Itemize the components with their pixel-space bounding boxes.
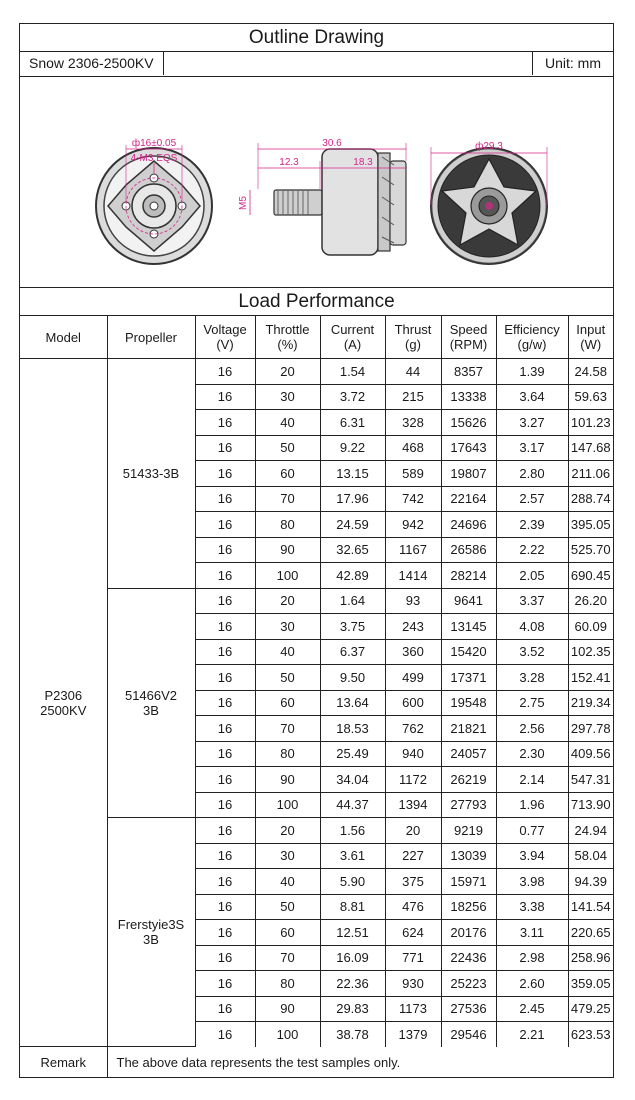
- table-header-row: [20, 316, 613, 359]
- table-cell: 19548: [441, 690, 496, 716]
- table-cell: 16: [195, 1022, 255, 1047]
- table-cell: 50: [255, 894, 320, 920]
- table-cell: 2.39: [496, 512, 568, 538]
- table-cell: 328: [385, 410, 441, 436]
- remark-text: The above data represents the test samples only.: [107, 1047, 613, 1078]
- table-cell: 16: [195, 818, 255, 844]
- table-cell: 20: [255, 588, 320, 614]
- table-cell: 21821: [441, 716, 496, 742]
- body-length-dim: 18.3: [353, 157, 373, 168]
- table-cell: 409.56: [568, 741, 613, 767]
- table-cell: 12.51: [320, 920, 385, 946]
- table-cell: 4.08: [496, 614, 568, 640]
- remark-row: [20, 1047, 613, 1078]
- table-cell: 16: [195, 741, 255, 767]
- table-cell: 9.50: [320, 665, 385, 691]
- table-cell: 141.54: [568, 894, 613, 920]
- header-input: Input (W): [568, 316, 613, 359]
- table-cell: 2.05: [496, 563, 568, 589]
- table-cell: 2.21: [496, 1022, 568, 1047]
- header-current: Current (A): [320, 316, 385, 359]
- table-cell: 16: [195, 869, 255, 895]
- table-cell: 20: [255, 818, 320, 844]
- table-cell: 2.75: [496, 690, 568, 716]
- table-cell: 13.64: [320, 690, 385, 716]
- bolt-circle-dim: ф16±0.05: [131, 138, 177, 149]
- table-cell: 3.52: [496, 639, 568, 665]
- table-cell: 0.77: [496, 818, 568, 844]
- table-cell: 70: [255, 716, 320, 742]
- header-model: Model: [20, 316, 107, 359]
- table-cell: 16.09: [320, 945, 385, 971]
- table-cell: 547.31: [568, 767, 613, 793]
- table-cell: 59.63: [568, 384, 613, 410]
- table-cell: 2.14: [496, 767, 568, 793]
- table-cell: 80: [255, 971, 320, 997]
- table-cell: 24.58: [568, 359, 613, 385]
- table-cell: 26219: [441, 767, 496, 793]
- table-cell: 3.27: [496, 410, 568, 436]
- header-thrust: Thrust (g): [385, 316, 441, 359]
- table-cell: 60: [255, 690, 320, 716]
- table-cell: 25.49: [320, 741, 385, 767]
- table-cell: 690.45: [568, 563, 613, 589]
- table-cell: 479.25: [568, 996, 613, 1022]
- table-cell: 26586: [441, 537, 496, 563]
- table-cell: 1379: [385, 1022, 441, 1047]
- table-cell: 624: [385, 920, 441, 946]
- table-cell: 44.37: [320, 792, 385, 818]
- performance-title: Load Performance: [20, 288, 613, 316]
- table-cell: 100: [255, 792, 320, 818]
- table-cell: 6.37: [320, 639, 385, 665]
- table-cell: 16: [195, 996, 255, 1022]
- table-cell: 30: [255, 384, 320, 410]
- table-cell: 17371: [441, 665, 496, 691]
- motor-model-name: Snow 2306-2500KV: [20, 52, 164, 75]
- table-cell: 22164: [441, 486, 496, 512]
- table-cell: 38.78: [320, 1022, 385, 1047]
- table-cell: 20: [255, 359, 320, 385]
- table-cell: 3.37: [496, 588, 568, 614]
- table-cell: 942: [385, 512, 441, 538]
- table-cell: 219.34: [568, 690, 613, 716]
- table-cell: 375: [385, 869, 441, 895]
- header-voltage: Voltage (V): [195, 316, 255, 359]
- table-cell: 60.09: [568, 614, 613, 640]
- shaft-length-dim: 12.3: [279, 157, 299, 168]
- table-cell: 16: [195, 843, 255, 869]
- table-cell: 58.04: [568, 843, 613, 869]
- table-cell: 18256: [441, 894, 496, 920]
- table-cell: 771: [385, 945, 441, 971]
- table-cell: 101.23: [568, 410, 613, 436]
- table-cell: 80: [255, 512, 320, 538]
- diameter-dim: ф29.3: [475, 141, 503, 152]
- table-cell: 1.96: [496, 792, 568, 818]
- table-cell: 147.68: [568, 435, 613, 461]
- table-cell: 15420: [441, 639, 496, 665]
- screw-dim: 4-M3 EQS: [130, 153, 178, 164]
- table-cell: 26.20: [568, 588, 613, 614]
- table-cell: 16: [195, 945, 255, 971]
- table-cell: 258.96: [568, 945, 613, 971]
- table-cell: 18.53: [320, 716, 385, 742]
- table-cell: 19807: [441, 461, 496, 487]
- table-cell: 40: [255, 639, 320, 665]
- table-cell: 50: [255, 665, 320, 691]
- shaft-thread-dim: M5: [238, 196, 249, 210]
- table-cell: 70: [255, 486, 320, 512]
- table-cell: 9.22: [320, 435, 385, 461]
- table-row: [20, 359, 613, 385]
- table-cell: 152.41: [568, 665, 613, 691]
- propeller-cell: 51433-3B: [107, 359, 195, 589]
- table-row: [20, 818, 613, 844]
- table-cell: 20176: [441, 920, 496, 946]
- table-cell: 16: [195, 512, 255, 538]
- table-cell: 16: [195, 435, 255, 461]
- table-cell: 8357: [441, 359, 496, 385]
- table-cell: 27793: [441, 792, 496, 818]
- table-cell: 24.94: [568, 818, 613, 844]
- table-cell: 2.56: [496, 716, 568, 742]
- table-cell: 13338: [441, 384, 496, 410]
- table-cell: 90: [255, 996, 320, 1022]
- table-cell: 40: [255, 410, 320, 436]
- table-row: [20, 588, 613, 614]
- table-cell: 16: [195, 690, 255, 716]
- table-cell: 30: [255, 614, 320, 640]
- table-cell: 1.54: [320, 359, 385, 385]
- table-cell: 762: [385, 716, 441, 742]
- table-cell: 24696: [441, 512, 496, 538]
- table-cell: 90: [255, 537, 320, 563]
- table-cell: 623.53: [568, 1022, 613, 1047]
- table-cell: 16: [195, 767, 255, 793]
- table-cell: 13039: [441, 843, 496, 869]
- table-cell: 2.45: [496, 996, 568, 1022]
- table-cell: 713.90: [568, 792, 613, 818]
- table-cell: 360: [385, 639, 441, 665]
- table-cell: 40: [255, 869, 320, 895]
- motor-drawing-svg: [20, 77, 613, 287]
- table-cell: 15971: [441, 869, 496, 895]
- table-cell: 3.38: [496, 894, 568, 920]
- table-cell: 102.35: [568, 639, 613, 665]
- table-cell: 16: [195, 639, 255, 665]
- table-cell: 5.90: [320, 869, 385, 895]
- table-cell: 13.15: [320, 461, 385, 487]
- table-cell: 215: [385, 384, 441, 410]
- table-cell: 16: [195, 716, 255, 742]
- table-cell: 1.39: [496, 359, 568, 385]
- table-cell: 90: [255, 767, 320, 793]
- table-cell: 600: [385, 690, 441, 716]
- table-cell: 16: [195, 563, 255, 589]
- table-cell: 70: [255, 945, 320, 971]
- table-cell: 16: [195, 384, 255, 410]
- header-propeller: Propeller: [107, 316, 195, 359]
- table-cell: 227: [385, 843, 441, 869]
- table-cell: 16: [195, 971, 255, 997]
- table-cell: 17.96: [320, 486, 385, 512]
- table-cell: 3.11: [496, 920, 568, 946]
- table-cell: 15626: [441, 410, 496, 436]
- header-efficiency: Efficiency (g/w): [496, 316, 568, 359]
- table-cell: 60: [255, 461, 320, 487]
- table-cell: 499: [385, 665, 441, 691]
- table-cell: 220.65: [568, 920, 613, 946]
- table-cell: 359.05: [568, 971, 613, 997]
- table-cell: 1.64: [320, 588, 385, 614]
- table-cell: 3.94: [496, 843, 568, 869]
- table-cell: 22436: [441, 945, 496, 971]
- propeller-cell: Frerstyie3S 3B: [107, 818, 195, 1047]
- header-throttle: Throttle (%): [255, 316, 320, 359]
- table-cell: 1172: [385, 767, 441, 793]
- table-cell: 24.59: [320, 512, 385, 538]
- table-cell: 3.28: [496, 665, 568, 691]
- table-cell: 2.30: [496, 741, 568, 767]
- table-cell: 24057: [441, 741, 496, 767]
- table-cell: 34.04: [320, 767, 385, 793]
- table-cell: 28214: [441, 563, 496, 589]
- table-cell: 6.31: [320, 410, 385, 436]
- table-cell: 243: [385, 614, 441, 640]
- table-cell: 13145: [441, 614, 496, 640]
- table-cell: 3.17: [496, 435, 568, 461]
- table-cell: 17643: [441, 435, 496, 461]
- table-cell: 80: [255, 741, 320, 767]
- table-cell: 3.72: [320, 384, 385, 410]
- table-cell: 16: [195, 920, 255, 946]
- table-cell: 525.70: [568, 537, 613, 563]
- table-cell: 60: [255, 920, 320, 946]
- spec-sheet: [19, 23, 614, 1078]
- model-cell: P2306 2500KV: [20, 359, 107, 1047]
- table-cell: 30: [255, 843, 320, 869]
- table-cell: 16: [195, 461, 255, 487]
- table-cell: 16: [195, 665, 255, 691]
- performance-table: [20, 316, 613, 1077]
- table-cell: 94.39: [568, 869, 613, 895]
- table-cell: 44: [385, 359, 441, 385]
- table-cell: 100: [255, 1022, 320, 1047]
- remark-label: Remark: [20, 1047, 107, 1078]
- table-cell: 2.57: [496, 486, 568, 512]
- table-cell: 100: [255, 563, 320, 589]
- table-cell: 29.83: [320, 996, 385, 1022]
- unit-label: Unit: mm: [532, 52, 613, 75]
- outline-drawing: [20, 77, 613, 288]
- table-cell: 29546: [441, 1022, 496, 1047]
- table-cell: 468: [385, 435, 441, 461]
- table-cell: 2.98: [496, 945, 568, 971]
- table-cell: 1167: [385, 537, 441, 563]
- table-cell: 16: [195, 614, 255, 640]
- table-cell: 288.74: [568, 486, 613, 512]
- table-cell: 1394: [385, 792, 441, 818]
- table-cell: 16: [195, 537, 255, 563]
- table-cell: 3.64: [496, 384, 568, 410]
- table-cell: 297.78: [568, 716, 613, 742]
- outline-title: Outline Drawing: [20, 24, 613, 52]
- table-cell: 50: [255, 435, 320, 461]
- table-cell: 25223: [441, 971, 496, 997]
- table-cell: 16: [195, 588, 255, 614]
- outline-subheader: [20, 52, 613, 77]
- table-cell: 2.22: [496, 537, 568, 563]
- table-cell: 2.80: [496, 461, 568, 487]
- table-cell: 3.98: [496, 869, 568, 895]
- table-cell: 9219: [441, 818, 496, 844]
- table-cell: 1173: [385, 996, 441, 1022]
- table-cell: 16: [195, 486, 255, 512]
- table-cell: 16: [195, 410, 255, 436]
- table-cell: 211.06: [568, 461, 613, 487]
- table-cell: 32.65: [320, 537, 385, 563]
- table-cell: 930: [385, 971, 441, 997]
- table-cell: 16: [195, 792, 255, 818]
- table-cell: 395.05: [568, 512, 613, 538]
- total-length-dim: 30.6: [322, 138, 342, 149]
- table-cell: 3.61: [320, 843, 385, 869]
- table-cell: 2.60: [496, 971, 568, 997]
- header-speed: Speed (RPM): [441, 316, 496, 359]
- table-cell: 1.56: [320, 818, 385, 844]
- table-cell: 1414: [385, 563, 441, 589]
- table-cell: 9641: [441, 588, 496, 614]
- table-cell: 93: [385, 588, 441, 614]
- table-cell: 476: [385, 894, 441, 920]
- propeller-cell: 51466V2 3B: [107, 588, 195, 818]
- table-cell: 742: [385, 486, 441, 512]
- top-view-icon: [431, 148, 547, 264]
- table-cell: 16: [195, 359, 255, 385]
- table-cell: 8.81: [320, 894, 385, 920]
- table-cell: 42.89: [320, 563, 385, 589]
- table-cell: 3.75: [320, 614, 385, 640]
- table-cell: 20: [385, 818, 441, 844]
- table-cell: 22.36: [320, 971, 385, 997]
- table-cell: 27536: [441, 996, 496, 1022]
- table-cell: 16: [195, 894, 255, 920]
- table-cell: 589: [385, 461, 441, 487]
- table-cell: 940: [385, 741, 441, 767]
